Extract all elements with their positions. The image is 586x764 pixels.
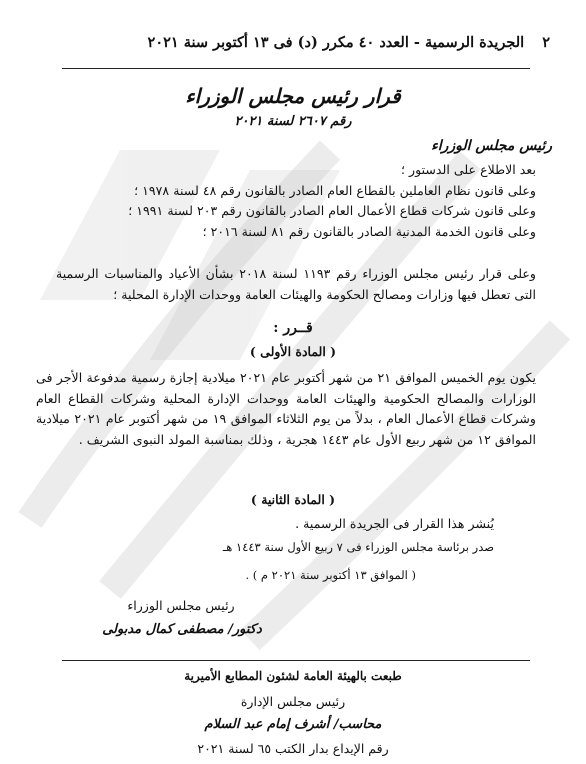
article-1-heading: ( المادة الأولى ) — [249, 344, 337, 359]
running-title: الجريدة الرسمية - العدد ٤٠ مكرر (د) فى ١٣ أكتوبر سنة ٢٠٢١ — [147, 33, 525, 51]
running-header — [40, 30, 550, 54]
preamble — [40, 160, 536, 242]
printer-line: طبعت بالهيئة العامة لشئون المطابع الأميرية — [184, 669, 402, 683]
chairman-name: محاسب/ أشرف إمام عبد السلام — [204, 717, 382, 732]
article-1-text: يكون يوم الخميس الموافق ٢١ من شهر أكتوبر عام ٢٠٢١ ميلادية إجازة رسمية مدفوعة الأجر فى الوزارات والمصالح الحكومية والهيئات العامة ووحدات الإدارة المحلية وشركات القطاع العام وشركات قطاع الأعمال العام ، بدلاً من يوم الثلاثاء الموافق ١٩ من شهر أكتوبر عام ٢٠٢١ ميلادية الموافق ١٢ من شهر ربيع الأول عام ١٤٤٣ هجرية ، وذلك بمناسبة المولد النبوى الشريف . — [36, 370, 536, 447]
decided-heading: قــرر : — [273, 320, 313, 336]
page-number: ٢ — [542, 33, 550, 51]
decree-number: رقم ٢٦٠٧ لسنة ٢٠٢١ — [234, 114, 352, 129]
header-divider — [62, 68, 530, 69]
corresponding-date: ( الموافق ١٣ أكتوبر سنة ٢٠٢١ م ) . — [245, 568, 416, 582]
deposit-number: رقم الإيداع بدار الكتب ٦٥ لسنة ٢٠٢١ — [197, 741, 389, 756]
preamble-line: بعد الاطلاع على الدستور ؛ — [400, 162, 536, 177]
footer-divider — [62, 660, 530, 661]
preamble-line: وعلى قانون الخدمة المدنية الصادر بالقانون رقم ٨١ لسنة ٢٠١٦ ؛ — [202, 223, 536, 239]
preamble-line: وعلى قانون شركات قطاع الأعمال العام الصادر بالقانون رقم ٢٠٣ لسنة ١٩٩١ ؛ — [128, 203, 536, 218]
chairman-title: رئيس مجلس الإدارة — [240, 694, 346, 709]
article-2-heading: ( المادة الثانية ) — [250, 492, 336, 507]
decree-title: قرار رئيس مجلس الوزراء — [185, 84, 401, 108]
preamble-long: وعلى قرار رئيس مجلس الوزراء رقم ١١٩٣ لسنة ٢٠١٨ بشأن الأعياد والمناسبات الرسمية التى تعطل فيها وزارات ومصالح الحكومة والهيئات العامة ووحدات الإدارة المحلية ؛ — [56, 266, 536, 302]
signatory-title: رئيس مجلس الوزراء — [127, 598, 235, 613]
signatory-name: دكتور/ مصطفى كمال مدبولى — [102, 622, 262, 637]
article-2-text: يُنشر هذا القرار فى الجريدة الرسمية . — [295, 516, 494, 531]
issuing-authority: رئيس مجلس الوزراء — [431, 138, 552, 154]
issued-line: صدر برئاسة مجلس الوزراء فى ٧ ربيع الأول سنة ١٤٤٣ هـ — [222, 540, 494, 554]
preamble-line: وعلى قانون نظام العاملين بالقطاع العام الصادر بالقانون رقم ٤٨ لسنة ١٩٧٨ ؛ — [134, 182, 536, 198]
